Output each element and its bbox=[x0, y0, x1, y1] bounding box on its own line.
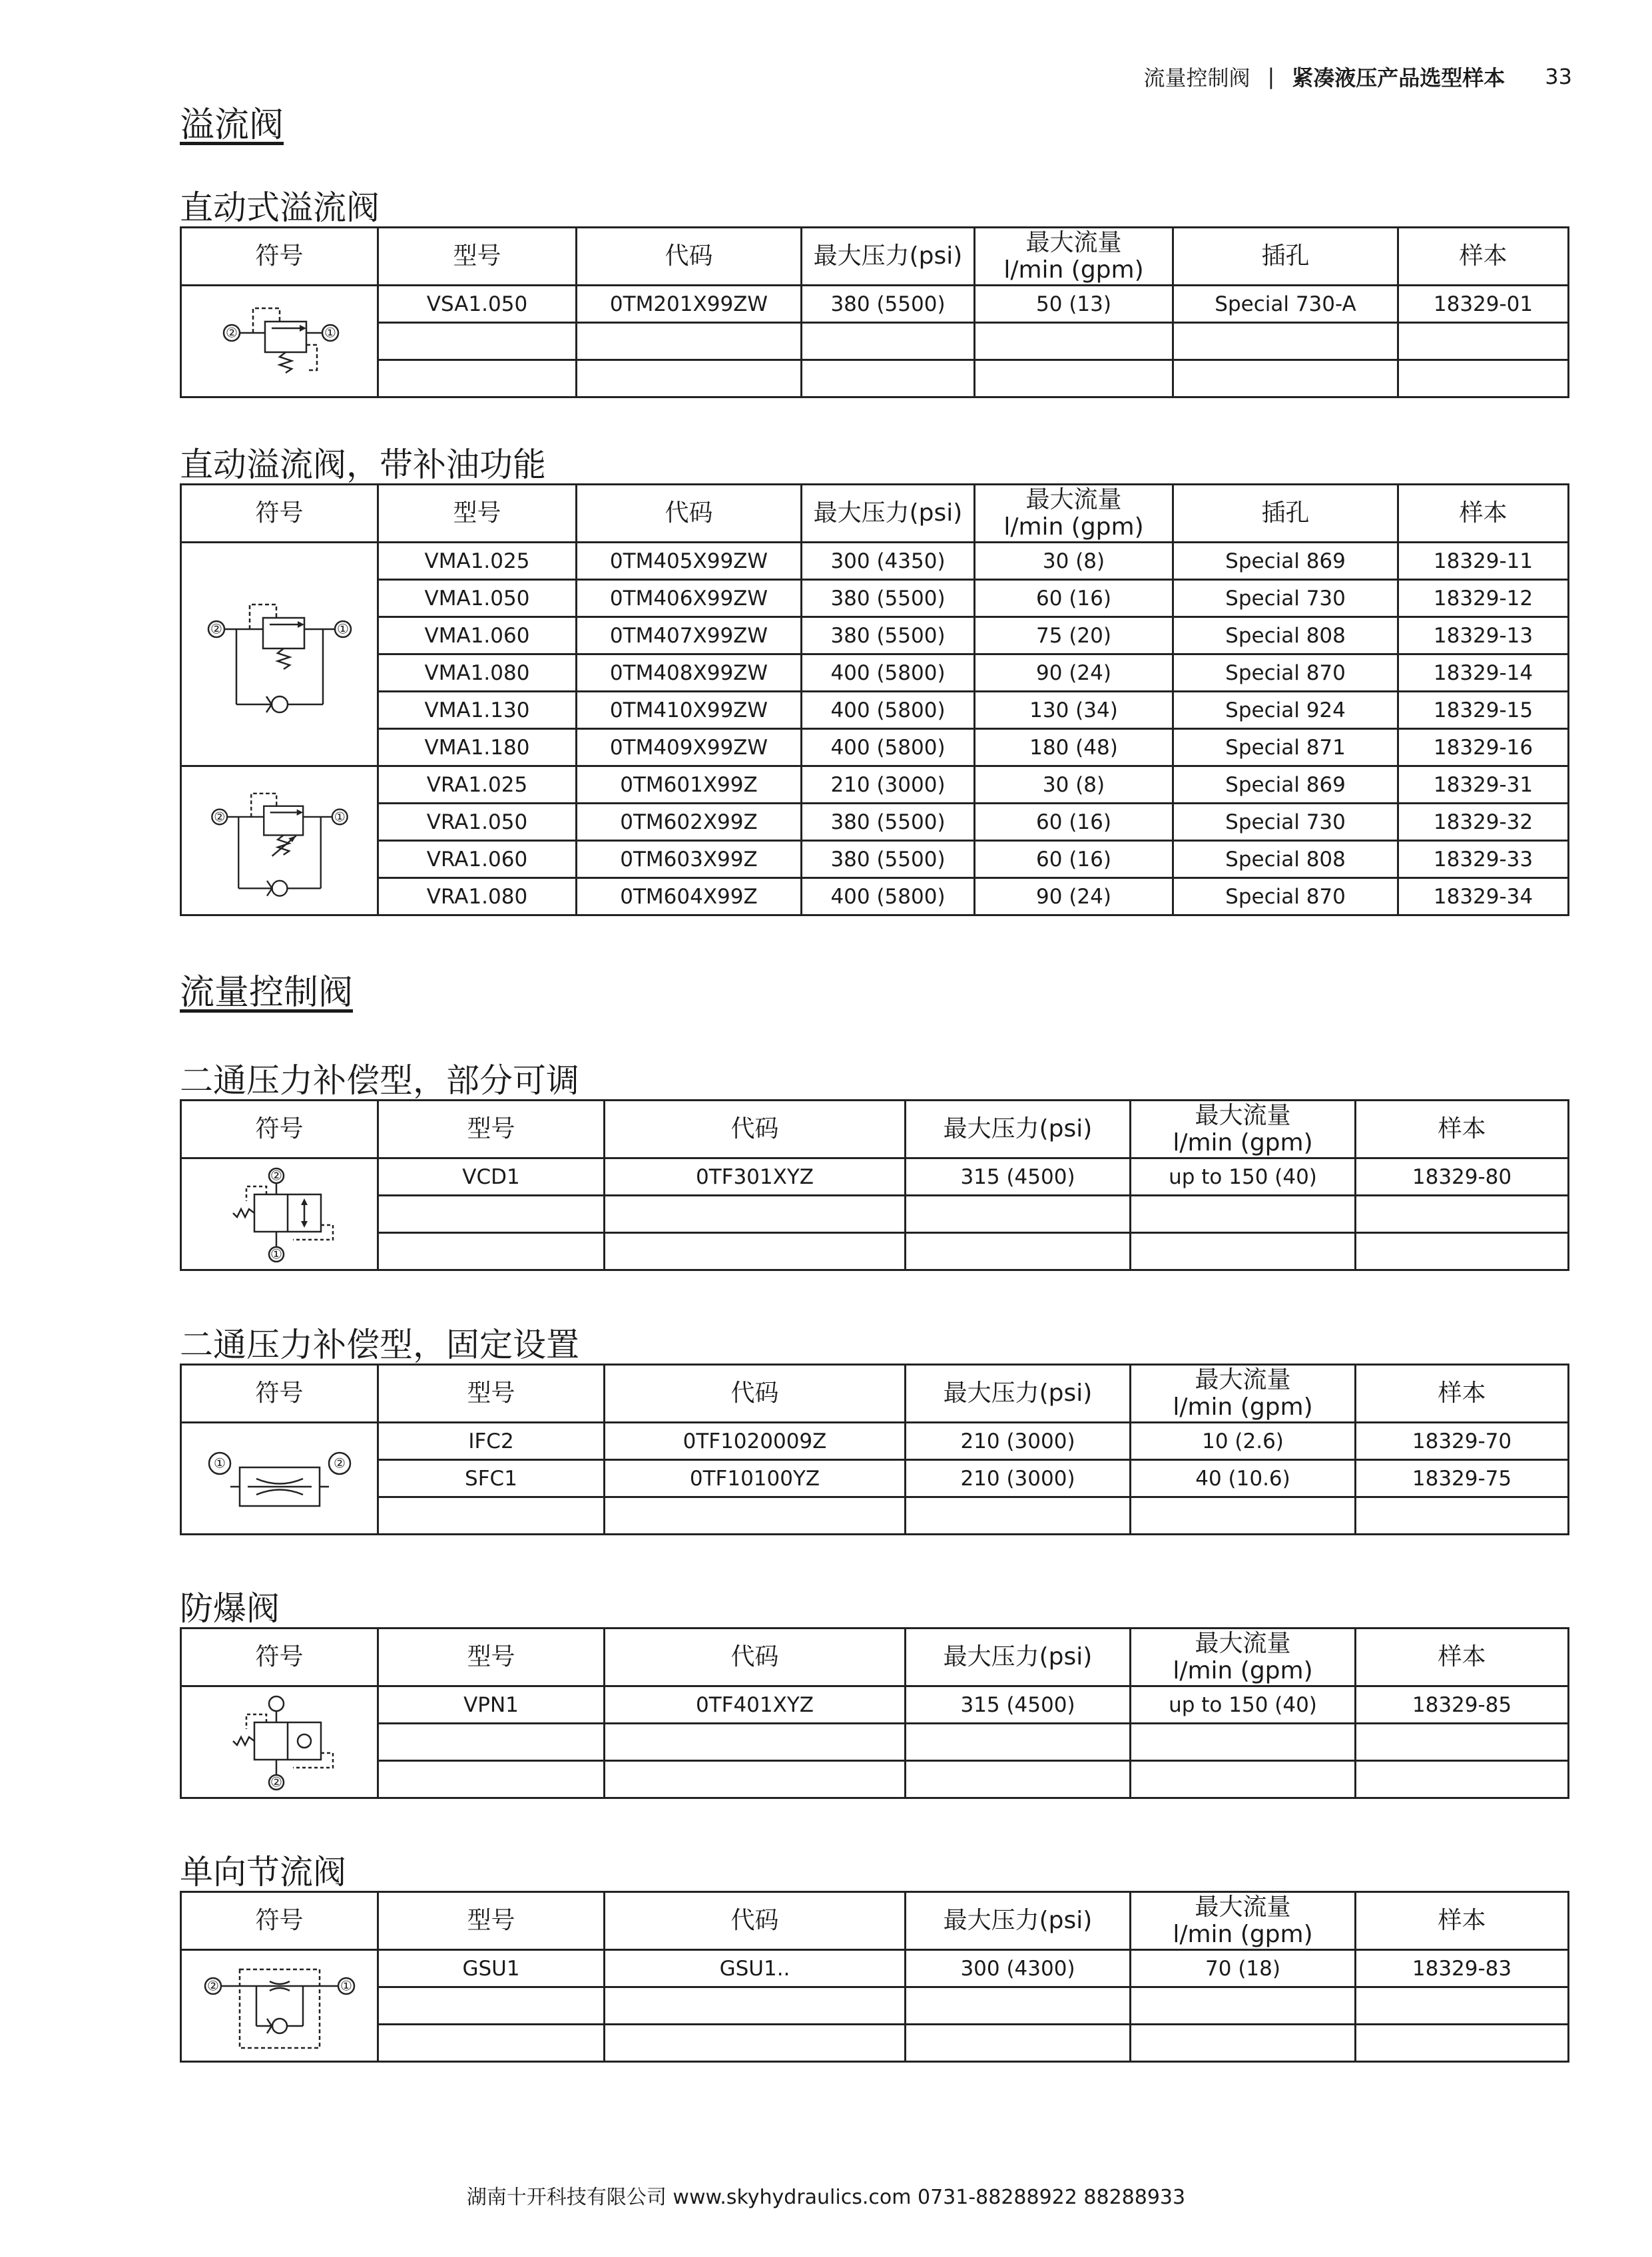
cell-flow bbox=[1131, 1724, 1356, 1761]
cell-model: VMA1.025 bbox=[378, 543, 577, 580]
cell-port: Special 871 bbox=[1173, 729, 1398, 766]
symbol-cell bbox=[181, 1158, 378, 1270]
cell-model bbox=[378, 1497, 605, 1535]
cell-pressure bbox=[906, 1196, 1131, 1233]
cell-model: GSU1 bbox=[378, 1950, 605, 1987]
cell-code: 0TF301XYZ bbox=[605, 1158, 906, 1196]
cell-code bbox=[577, 323, 802, 360]
col-sample: 样本 bbox=[1356, 1629, 1569, 1686]
col-flow-line1: 最大流量 bbox=[1195, 1366, 1291, 1393]
cell-sample: 18329-33 bbox=[1398, 841, 1569, 878]
check-throttle-symbol bbox=[193, 1956, 366, 2056]
col-flow-line2: l/min (gpm) bbox=[1173, 1393, 1313, 1421]
cell-pressure bbox=[906, 1761, 1131, 1798]
table-fixed-flow bbox=[180, 1364, 1569, 1535]
cell-sample bbox=[1356, 1497, 1569, 1535]
cell-port: Special 870 bbox=[1173, 878, 1398, 915]
header-title: 紧凑液压产品选型样本 bbox=[1292, 65, 1506, 91]
cell-flow bbox=[1131, 1233, 1356, 1270]
col-sample: 样本 bbox=[1356, 1892, 1569, 1950]
cell-flow: up to 150 (40) bbox=[1131, 1686, 1356, 1724]
cell-sample bbox=[1356, 1196, 1569, 1233]
col-flow-line2: l/min (gpm) bbox=[1173, 1657, 1313, 1684]
col-flow-line2: l/min (gpm) bbox=[1173, 1921, 1313, 1948]
col-flow-line2: l/min (gpm) bbox=[1003, 513, 1144, 541]
cell-pressure: 380 (5500) bbox=[802, 580, 975, 617]
cell-sample: 18329-16 bbox=[1398, 729, 1569, 766]
cell-sample: 18329-80 bbox=[1356, 1158, 1569, 1196]
page-number: 33 bbox=[1545, 64, 1572, 89]
col-code: 代码 bbox=[605, 1629, 906, 1686]
cell-code: 0TF1020009Z bbox=[605, 1423, 906, 1460]
cell-pressure bbox=[906, 1987, 1131, 2025]
table-row bbox=[181, 1460, 1569, 1497]
col-pressure: 最大压力(psi) bbox=[802, 485, 975, 543]
table-row-blank bbox=[181, 1497, 1569, 1535]
cell-code: 0TM407X99ZW bbox=[577, 617, 802, 654]
cell-pressure: 315 (4500) bbox=[906, 1158, 1131, 1196]
cell-model: VMA1.080 bbox=[378, 654, 577, 692]
cell-code: 0TM602X99Z bbox=[577, 804, 802, 841]
col-port: 插孔 bbox=[1173, 228, 1398, 286]
table5-title: 防爆阀 bbox=[180, 1589, 280, 1628]
cell-pressure: 400 (5800) bbox=[802, 692, 975, 729]
cell-model: VMA1.180 bbox=[378, 729, 577, 766]
table-row bbox=[181, 804, 1569, 841]
table-header-row bbox=[181, 1365, 1569, 1423]
col-model: 型号 bbox=[378, 1101, 605, 1158]
page-header bbox=[1143, 61, 1572, 92]
cell-pressure: 300 (4300) bbox=[906, 1950, 1131, 1987]
col-port: 插孔 bbox=[1173, 485, 1398, 543]
cell-sample bbox=[1398, 323, 1569, 360]
cell-flow: 60 (16) bbox=[975, 841, 1173, 878]
cell-sample: 18329-01 bbox=[1398, 286, 1569, 323]
cell-model: VSA1.050 bbox=[378, 286, 577, 323]
cell-sample bbox=[1356, 1761, 1569, 1798]
col-flow-line1: 最大流量 bbox=[1025, 485, 1122, 513]
col-symbol: 符号 bbox=[181, 1101, 378, 1158]
svg-text:②: ② bbox=[210, 621, 222, 636]
fixed-flow-symbol bbox=[193, 1435, 366, 1522]
col-sample: 样本 bbox=[1356, 1365, 1569, 1423]
cell-code: 0TM601X99Z bbox=[577, 766, 802, 804]
svg-text:②: ② bbox=[270, 1774, 282, 1790]
table6-title: 单向节流阀 bbox=[180, 1853, 346, 1891]
col-pressure: 最大压力(psi) bbox=[906, 1365, 1131, 1423]
svg-text:②: ② bbox=[206, 1977, 219, 1993]
col-model: 型号 bbox=[378, 485, 577, 543]
cell-model: VMA1.130 bbox=[378, 692, 577, 729]
col-flow-line1: 最大流量 bbox=[1195, 1629, 1291, 1657]
cell-flow: 130 (34) bbox=[975, 692, 1173, 729]
header-separator: | bbox=[1267, 64, 1275, 89]
cell-pressure bbox=[802, 323, 975, 360]
cell-model: VMA1.060 bbox=[378, 617, 577, 654]
section-title-flow: 流量控制阀 bbox=[180, 973, 354, 1013]
table-row-blank bbox=[181, 1233, 1569, 1270]
col-flow-line2: l/min (gpm) bbox=[1173, 1129, 1313, 1156]
cell-sample: 18329-85 bbox=[1356, 1686, 1569, 1724]
svg-text:①: ① bbox=[336, 621, 349, 636]
cell-pressure: 210 (3000) bbox=[906, 1460, 1131, 1497]
header-section: 流量控制阀 bbox=[1143, 65, 1250, 91]
symbol-cell bbox=[181, 286, 378, 397]
table-vcd bbox=[180, 1099, 1569, 1271]
svg-text:②: ② bbox=[333, 1455, 346, 1471]
col-code: 代码 bbox=[577, 485, 802, 543]
table-row bbox=[181, 617, 1569, 654]
col-flow bbox=[1131, 1365, 1356, 1423]
col-pressure: 最大压力(psi) bbox=[906, 1629, 1131, 1686]
cell-sample: 18329-13 bbox=[1398, 617, 1569, 654]
svg-text:①: ① bbox=[334, 809, 346, 824]
cell-pressure bbox=[802, 360, 975, 397]
cell-flow: 90 (24) bbox=[975, 878, 1173, 915]
cell-flow bbox=[1131, 1196, 1356, 1233]
cell-sample: 18329-14 bbox=[1398, 654, 1569, 692]
col-flow bbox=[1131, 1892, 1356, 1950]
cell-code bbox=[605, 1233, 906, 1270]
cell-port bbox=[1173, 360, 1398, 397]
svg-text:①: ① bbox=[213, 1455, 226, 1471]
col-symbol: 符号 bbox=[181, 1892, 378, 1950]
table-row-blank bbox=[181, 1196, 1569, 1233]
cell-sample: 18329-15 bbox=[1398, 692, 1569, 729]
col-pressure: 最大压力(psi) bbox=[906, 1892, 1131, 1950]
cell-sample: 18329-31 bbox=[1398, 766, 1569, 804]
cell-model: VRA1.025 bbox=[378, 766, 577, 804]
table-header-row bbox=[181, 1892, 1569, 1950]
cell-code: 0TM406X99ZW bbox=[577, 580, 802, 617]
cell-model: VCD1 bbox=[378, 1158, 605, 1196]
cell-code: GSU1.. bbox=[605, 1950, 906, 1987]
cell-code bbox=[605, 1196, 906, 1233]
cell-sample bbox=[1356, 1233, 1569, 1270]
symbol-cell bbox=[181, 766, 378, 915]
col-symbol: 符号 bbox=[181, 1365, 378, 1423]
col-model: 型号 bbox=[378, 1892, 605, 1950]
svg-text:①: ① bbox=[340, 1977, 352, 1993]
cell-pressure: 210 (3000) bbox=[802, 766, 975, 804]
cell-sample: 18329-70 bbox=[1356, 1423, 1569, 1460]
cell-code bbox=[605, 2025, 906, 2062]
cell-port: Special 870 bbox=[1173, 654, 1398, 692]
col-flow bbox=[975, 228, 1173, 286]
cell-code bbox=[605, 1987, 906, 2025]
col-symbol: 符号 bbox=[181, 228, 378, 286]
table2-title: 直动溢流阀，带补油功能 bbox=[180, 445, 546, 484]
symbol-cell bbox=[181, 1950, 378, 2062]
table-row bbox=[181, 543, 1569, 580]
table-row bbox=[181, 1686, 1569, 1724]
cell-model bbox=[378, 1761, 605, 1798]
table-header-row bbox=[181, 1101, 1569, 1158]
cell-code: 0TM410X99ZW bbox=[577, 692, 802, 729]
svg-text:②: ② bbox=[213, 809, 225, 824]
cell-flow bbox=[975, 360, 1173, 397]
cell-pressure: 315 (4500) bbox=[906, 1686, 1131, 1724]
cell-sample: 18329-12 bbox=[1398, 580, 1569, 617]
cell-sample: 18329-75 bbox=[1356, 1460, 1569, 1497]
cell-pressure bbox=[906, 1497, 1131, 1535]
col-pressure: 最大压力(psi) bbox=[906, 1101, 1131, 1158]
cell-pressure: 380 (5500) bbox=[802, 617, 975, 654]
table-row bbox=[181, 1423, 1569, 1460]
col-model: 型号 bbox=[378, 1365, 605, 1423]
cell-pressure: 400 (5800) bbox=[802, 654, 975, 692]
cell-flow bbox=[1131, 1761, 1356, 1798]
table-header-row bbox=[181, 228, 1569, 286]
table-row bbox=[181, 841, 1569, 878]
cell-pressure bbox=[906, 2025, 1131, 2062]
cell-flow bbox=[975, 323, 1173, 360]
page-footer: 湖南十开科技有限公司 www.skyhydraulics.com 0731-88288922 88288933 bbox=[466, 2186, 1186, 2209]
col-flow-line1: 最大流量 bbox=[1195, 1101, 1291, 1129]
cell-model: VRA1.050 bbox=[378, 804, 577, 841]
col-code: 代码 bbox=[605, 1101, 906, 1158]
flow-control-symbol bbox=[213, 1161, 346, 1268]
table-row bbox=[181, 878, 1569, 915]
cell-model bbox=[378, 1196, 605, 1233]
table-header-row bbox=[181, 485, 1569, 543]
col-symbol: 符号 bbox=[181, 485, 378, 543]
table-check-throttle bbox=[180, 1891, 1569, 2063]
cell-code: 0TM201X99ZW bbox=[577, 286, 802, 323]
cell-model: VPN1 bbox=[378, 1686, 605, 1724]
adjustable-relief-makeup-symbol bbox=[200, 778, 360, 904]
table-header-row bbox=[181, 1629, 1569, 1686]
cell-pressure: 380 (5500) bbox=[802, 286, 975, 323]
cell-code bbox=[605, 1724, 906, 1761]
cell-flow: 10 (2.6) bbox=[1131, 1423, 1356, 1460]
cell-code: 0TM603X99Z bbox=[577, 841, 802, 878]
relief-makeup-symbol bbox=[200, 585, 360, 724]
table-row-blank bbox=[181, 1761, 1569, 1798]
cell-pressure: 400 (5800) bbox=[802, 729, 975, 766]
col-sample: 样本 bbox=[1398, 485, 1569, 543]
table-row-blank bbox=[181, 1987, 1569, 2025]
col-model: 型号 bbox=[378, 228, 577, 286]
symbol-cell bbox=[181, 543, 378, 766]
table4-title: 二通压力补偿型，固定设置 bbox=[180, 1326, 579, 1364]
cell-code: 0TM405X99ZW bbox=[577, 543, 802, 580]
symbol-cell bbox=[181, 1423, 378, 1535]
svg-text:①: ① bbox=[270, 1246, 282, 1262]
cell-flow bbox=[1131, 2025, 1356, 2062]
cell-flow: 40 (10.6) bbox=[1131, 1460, 1356, 1497]
col-flow bbox=[975, 485, 1173, 543]
cell-code: 0TM408X99ZW bbox=[577, 654, 802, 692]
burst-valve-symbol bbox=[213, 1689, 346, 1796]
cell-pressure: 300 (4350) bbox=[802, 543, 975, 580]
table-row bbox=[181, 1158, 1569, 1196]
col-sample: 样本 bbox=[1356, 1101, 1569, 1158]
cell-port: Special 730-A bbox=[1173, 286, 1398, 323]
col-symbol: 符号 bbox=[181, 1629, 378, 1686]
col-code: 代码 bbox=[577, 228, 802, 286]
cell-pressure bbox=[906, 1233, 1131, 1270]
col-flow bbox=[1131, 1629, 1356, 1686]
table1-title: 直动式溢流阀 bbox=[180, 188, 380, 227]
cell-flow: 90 (24) bbox=[975, 654, 1173, 692]
cell-sample: 18329-83 bbox=[1356, 1950, 1569, 1987]
cell-port bbox=[1173, 323, 1398, 360]
cell-model bbox=[378, 1233, 605, 1270]
col-model: 型号 bbox=[378, 1629, 605, 1686]
cell-port: Special 869 bbox=[1173, 543, 1398, 580]
cell-flow: 60 (16) bbox=[975, 580, 1173, 617]
cell-port: Special 808 bbox=[1173, 617, 1398, 654]
cell-pressure: 380 (5500) bbox=[802, 841, 975, 878]
table-direct-relief bbox=[180, 226, 1569, 398]
cell-flow bbox=[1131, 1987, 1356, 2025]
cell-model bbox=[378, 323, 577, 360]
cell-code: 0TF401XYZ bbox=[605, 1686, 906, 1724]
col-code: 代码 bbox=[605, 1892, 906, 1950]
cell-sample bbox=[1356, 1724, 1569, 1761]
cell-model bbox=[378, 2025, 605, 2062]
col-pressure: 最大压力(psi) bbox=[802, 228, 975, 286]
cell-pressure bbox=[906, 1724, 1131, 1761]
cell-flow: 180 (48) bbox=[975, 729, 1173, 766]
cell-flow: 50 (13) bbox=[975, 286, 1173, 323]
table-relief-makeup bbox=[180, 483, 1569, 916]
cell-model: VRA1.060 bbox=[378, 841, 577, 878]
cell-flow: 30 (8) bbox=[975, 543, 1173, 580]
section-title-relief: 溢流阀 bbox=[180, 105, 284, 145]
col-flow-line2: l/min (gpm) bbox=[1003, 256, 1144, 284]
svg-text:②: ② bbox=[225, 324, 238, 340]
cell-code bbox=[605, 1761, 906, 1798]
cell-port: Special 869 bbox=[1173, 766, 1398, 804]
col-flow-line1: 最大流量 bbox=[1025, 228, 1122, 256]
table-row bbox=[181, 692, 1569, 729]
table-row bbox=[181, 580, 1569, 617]
table-row bbox=[181, 766, 1569, 804]
col-flow-line1: 最大流量 bbox=[1195, 1893, 1291, 1921]
relief-valve-symbol bbox=[213, 292, 346, 391]
col-code: 代码 bbox=[605, 1365, 906, 1423]
table-row bbox=[181, 729, 1569, 766]
cell-port: Special 730 bbox=[1173, 804, 1398, 841]
table-row-blank bbox=[181, 323, 1569, 360]
cell-pressure: 400 (5800) bbox=[802, 878, 975, 915]
symbol-cell bbox=[181, 1686, 378, 1798]
cell-sample bbox=[1356, 2025, 1569, 2062]
cell-code: 0TF10100YZ bbox=[605, 1460, 906, 1497]
cell-sample bbox=[1398, 360, 1569, 397]
cell-model: VRA1.080 bbox=[378, 878, 577, 915]
table-row-blank bbox=[181, 1724, 1569, 1761]
table-row bbox=[181, 286, 1569, 323]
cell-model: SFC1 bbox=[378, 1460, 605, 1497]
table3-title: 二通压力补偿型，部分可调 bbox=[180, 1061, 579, 1100]
cell-pressure: 380 (5500) bbox=[802, 804, 975, 841]
cell-flow: 70 (18) bbox=[1131, 1950, 1356, 1987]
cell-flow bbox=[1131, 1497, 1356, 1535]
table-row bbox=[181, 1950, 1569, 1987]
svg-text:①: ① bbox=[324, 324, 336, 340]
cell-flow: 30 (8) bbox=[975, 766, 1173, 804]
cell-flow: up to 150 (40) bbox=[1131, 1158, 1356, 1196]
cell-model: IFC2 bbox=[378, 1423, 605, 1460]
cell-sample bbox=[1356, 1987, 1569, 2025]
cell-model bbox=[378, 360, 577, 397]
col-flow bbox=[1131, 1101, 1356, 1158]
table-burst-valve bbox=[180, 1627, 1569, 1799]
cell-code bbox=[605, 1497, 906, 1535]
table-row-blank bbox=[181, 360, 1569, 397]
cell-flow: 60 (16) bbox=[975, 804, 1173, 841]
table-row bbox=[181, 654, 1569, 692]
svg-text:②: ② bbox=[270, 1167, 282, 1183]
cell-model: VMA1.050 bbox=[378, 580, 577, 617]
cell-model bbox=[378, 1724, 605, 1761]
cell-port: Special 924 bbox=[1173, 692, 1398, 729]
cell-sample: 18329-32 bbox=[1398, 804, 1569, 841]
cell-model bbox=[378, 1987, 605, 2025]
cell-pressure: 210 (3000) bbox=[906, 1423, 1131, 1460]
cell-sample: 18329-11 bbox=[1398, 543, 1569, 580]
cell-port: Special 808 bbox=[1173, 841, 1398, 878]
cell-code: 0TM604X99Z bbox=[577, 878, 802, 915]
cell-code: 0TM409X99ZW bbox=[577, 729, 802, 766]
table-row-blank bbox=[181, 2025, 1569, 2062]
col-sample: 样本 bbox=[1398, 228, 1569, 286]
cell-sample: 18329-34 bbox=[1398, 878, 1569, 915]
cell-code bbox=[577, 360, 802, 397]
cell-port: Special 730 bbox=[1173, 580, 1398, 617]
cell-flow: 75 (20) bbox=[975, 617, 1173, 654]
